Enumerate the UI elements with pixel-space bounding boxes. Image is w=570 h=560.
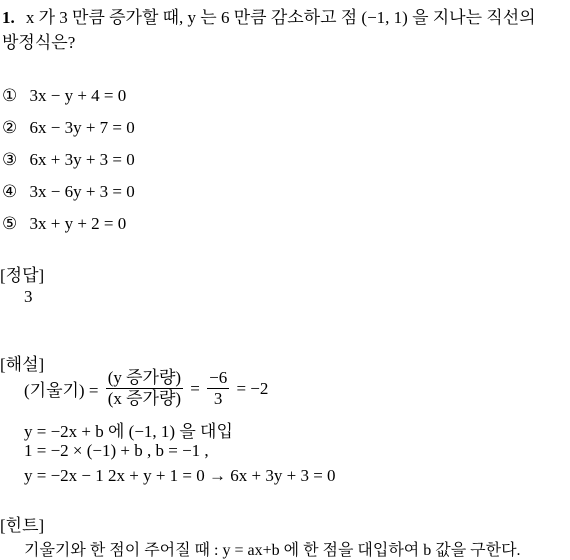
slope-fraction-2-numerator: −6 <box>209 368 228 387</box>
slope-fraction-1-denominator: (x 증가량) <box>107 389 182 408</box>
slope-fraction-2-denominator: 3 <box>213 389 223 408</box>
option-5 <box>2 214 126 234</box>
slope-equation <box>24 369 268 408</box>
slope-fraction-1 <box>106 369 183 408</box>
option-marker-1: ① <box>2 86 18 105</box>
option-1 <box>2 86 126 106</box>
option-marker-2: ② <box>2 118 18 137</box>
option-text-1: 3x − y + 4 = 0 <box>29 86 127 105</box>
option-2 <box>2 118 135 138</box>
hint-header: [힌트] <box>0 516 45 535</box>
option-text-2: 6x − 3y + 7 = 0 <box>29 118 135 137</box>
slope-fraction-1-numerator: (y 증가량) <box>107 368 182 387</box>
explanation-line-3: 1 = −2 × (−1) + b , b = −1 , <box>24 441 209 460</box>
option-text-5: 3x + y + 2 = 0 <box>29 214 127 233</box>
option-marker-5: ⑤ <box>2 214 18 233</box>
hint-text: 기울기와 한 점이 주어질 때 : y = ax+b 에 한 점을 대입하여 b 값을 구한다. <box>24 542 521 559</box>
explanation-line-4: y = −2x − 1 2x + y + 1 = 0 → 6x + 3y + 3 = 0 <box>24 466 336 485</box>
option-text-4: 3x − 6y + 3 = 0 <box>29 182 135 201</box>
slope-result: = −2 <box>236 378 269 398</box>
option-3 <box>2 150 135 170</box>
option-text-3: 6x + 3y + 3 = 0 <box>29 150 135 169</box>
explanation-line-2: y = −2x + b 에 (−1, 1) 을 대입 <box>24 422 233 441</box>
slope-equals: = <box>190 378 200 398</box>
question-number: 1. <box>2 8 15 27</box>
question-text-2: 방정식은? <box>2 33 76 52</box>
slope-fraction-2 <box>207 369 229 408</box>
slope-label: (기울기) = <box>24 381 99 400</box>
option-4 <box>2 182 135 202</box>
option-marker-3: ③ <box>2 150 18 169</box>
question-line-1 <box>2 3 536 28</box>
explanation-header: [해설] <box>0 355 45 374</box>
question-text-1: x 가 3 만큼 증가할 때, y 는 6 만큼 감소하고 점 (−1, 1) 을 지나는 직선의 <box>25 8 536 27</box>
answer-value: 3 <box>24 287 33 306</box>
option-marker-4: ④ <box>2 182 18 201</box>
answer-header: [정답] <box>0 266 45 285</box>
